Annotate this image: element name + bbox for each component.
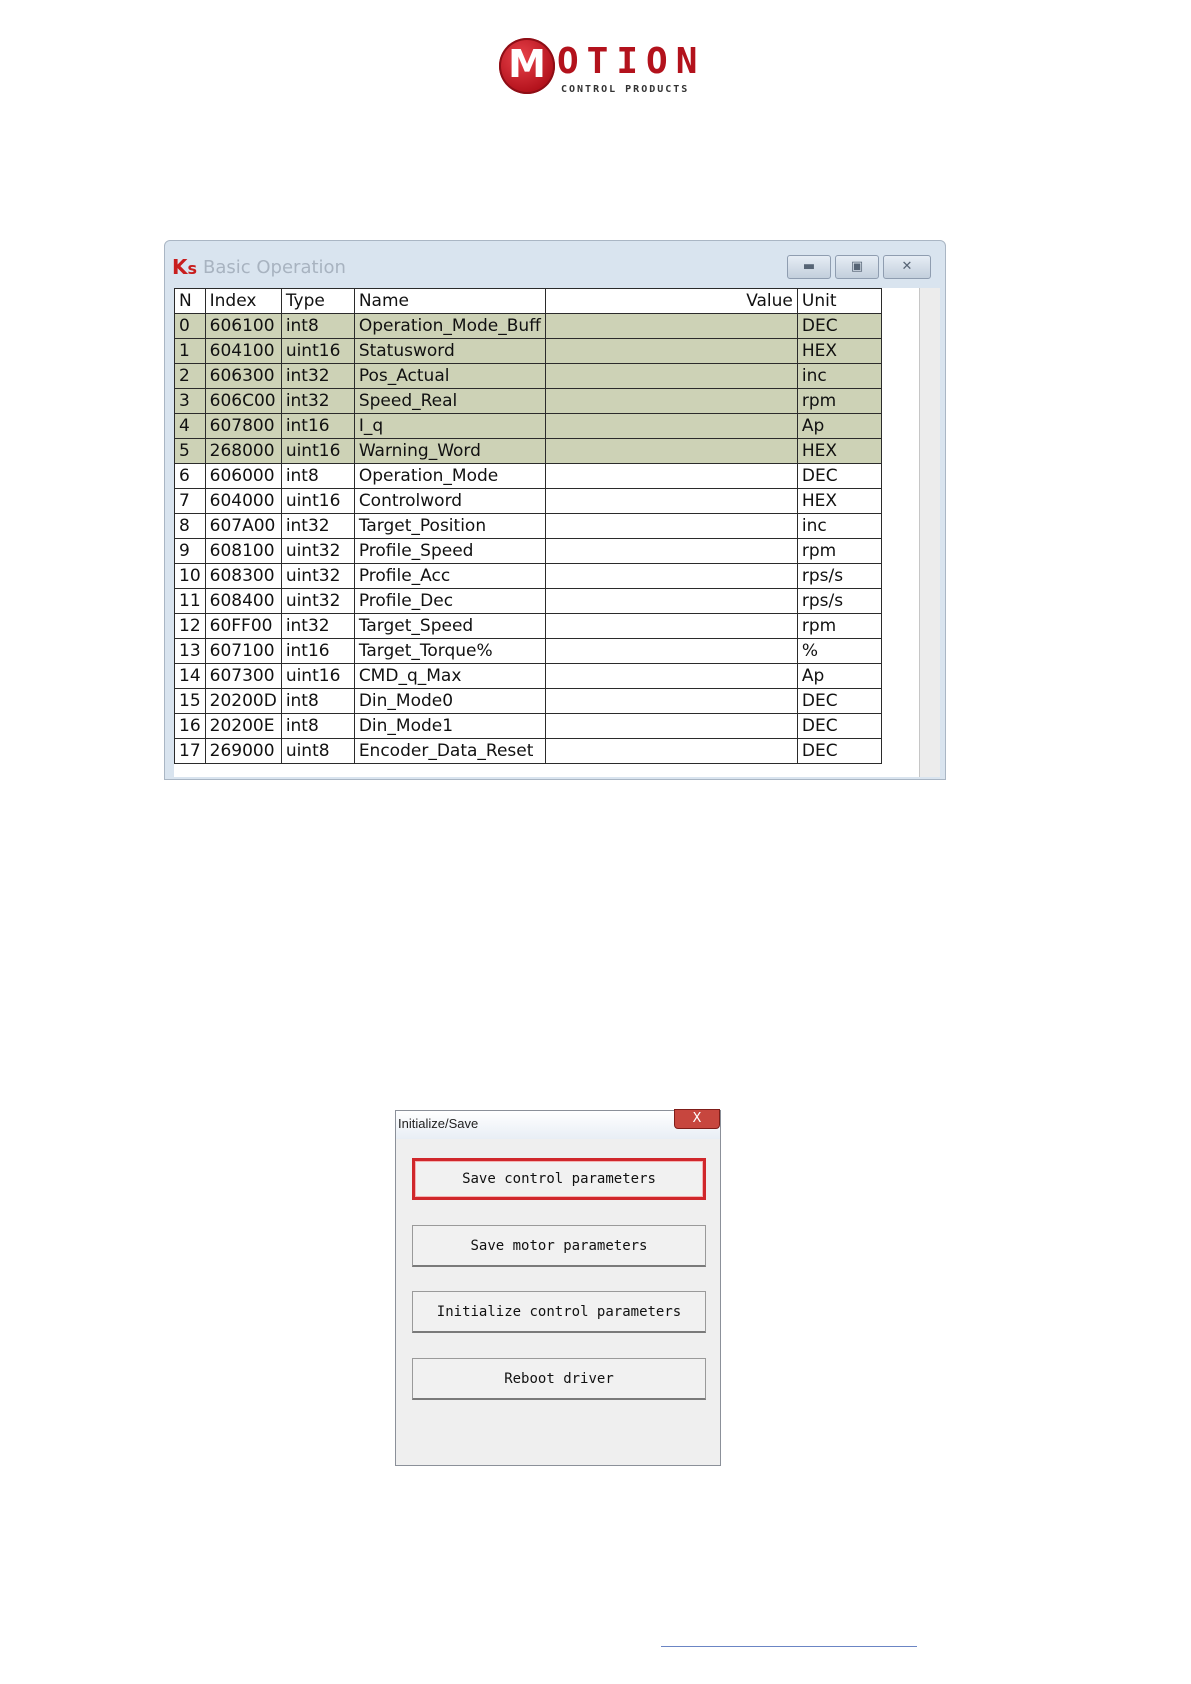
table-row[interactable]: [175, 739, 882, 764]
cell-name: Warning_Word: [354, 439, 545, 464]
table-row[interactable]: [175, 664, 882, 689]
cell-name: Target_Position: [354, 514, 545, 539]
cell-unit: HEX: [797, 339, 881, 364]
cell-name: Target_Torque%: [354, 639, 545, 664]
cell-unit: Ap: [797, 414, 881, 439]
cell-index: 608100: [205, 539, 281, 564]
table-row[interactable]: [175, 489, 882, 514]
cell-index: 268000: [205, 439, 281, 464]
cell-type: uint8: [281, 739, 354, 764]
cell-unit: rpm: [797, 614, 881, 639]
cell-n: 6: [175, 464, 206, 489]
cell-unit: DEC: [797, 739, 881, 764]
initialize-save-dialog: [395, 1110, 721, 1466]
cell-type: int8: [281, 714, 354, 739]
table-row[interactable]: [175, 389, 882, 414]
table-row[interactable]: [175, 689, 882, 714]
cell-index: 607100: [205, 639, 281, 664]
col-header-name[interactable]: Name: [354, 289, 545, 314]
cell-n: 14: [175, 664, 206, 689]
cell-index: 607300: [205, 664, 281, 689]
cell-n: 13: [175, 639, 206, 664]
cell-value[interactable]: [545, 439, 797, 464]
cell-unit: rps/s: [797, 564, 881, 589]
cell-type: int32: [281, 614, 354, 639]
cell-n: 15: [175, 689, 206, 714]
dialog-close-button[interactable]: [674, 1109, 720, 1129]
close-icon: X: [692, 1111, 702, 1126]
cell-index: 60FF00: [205, 614, 281, 639]
cell-value[interactable]: [545, 639, 797, 664]
cell-value[interactable]: [545, 689, 797, 714]
cell-unit: DEC: [797, 464, 881, 489]
cell-value[interactable]: [545, 589, 797, 614]
cell-value[interactable]: [545, 564, 797, 589]
cell-value[interactable]: [545, 364, 797, 389]
col-header-type[interactable]: Type: [281, 289, 354, 314]
cell-unit: rpm: [797, 389, 881, 414]
cell-name: Operation_Mode_Buff: [354, 314, 545, 339]
cell-unit: DEC: [797, 714, 881, 739]
cell-name: Profile_Dec: [354, 589, 545, 614]
dialog-title: Initialize/Save: [398, 1116, 479, 1131]
cell-unit: %: [797, 639, 881, 664]
cell-type: uint16: [281, 489, 354, 514]
cell-value[interactable]: [545, 739, 797, 764]
cell-n: 7: [175, 489, 206, 514]
cell-name: CMD_q_Max: [354, 664, 545, 689]
parameter-table: [174, 288, 882, 764]
table-row[interactable]: [175, 439, 882, 464]
cell-name: Controlword: [354, 489, 545, 514]
cell-n: 16: [175, 714, 206, 739]
cell-type: int8: [281, 314, 354, 339]
cell-name: Din_Mode0: [354, 689, 545, 714]
cell-type: int16: [281, 639, 354, 664]
cell-name: Encoder_Data_Reset: [354, 739, 545, 764]
vertical-scrollbar[interactable]: [919, 288, 940, 777]
cell-index: 606C00: [205, 389, 281, 414]
cell-n: 11: [175, 589, 206, 614]
cell-n: 9: [175, 539, 206, 564]
cell-unit: HEX: [797, 489, 881, 514]
cell-type: uint16: [281, 664, 354, 689]
cell-type: uint32: [281, 539, 354, 564]
basic-operation-window: [164, 240, 946, 780]
cell-value[interactable]: [545, 314, 797, 339]
maximize-icon: ▣: [850, 259, 864, 274]
window-title: Basic Operation: [203, 257, 346, 278]
cell-name: Speed_Real: [354, 389, 545, 414]
cell-type: int8: [281, 464, 354, 489]
table-row[interactable]: [175, 364, 882, 389]
close-button[interactable]: [883, 255, 931, 279]
cell-index: 604100: [205, 339, 281, 364]
table-row[interactable]: [175, 539, 882, 564]
cell-index: 606300: [205, 364, 281, 389]
table-header-row: [175, 289, 882, 314]
cell-name: Target_Speed: [354, 614, 545, 639]
cell-name: Profile_Speed: [354, 539, 545, 564]
table-row[interactable]: [175, 639, 882, 664]
cell-index: 269000: [205, 739, 281, 764]
cell-index: 608400: [205, 589, 281, 614]
cell-n: 3: [175, 389, 206, 414]
table-row[interactable]: [175, 564, 882, 589]
close-icon: ✕: [901, 259, 913, 274]
window-titlebar[interactable]: [165, 241, 945, 285]
cell-value[interactable]: [545, 714, 797, 739]
cell-name: Profile_Acc: [354, 564, 545, 589]
parameter-rows: [175, 314, 882, 764]
cell-unit: DEC: [797, 314, 881, 339]
col-header-value[interactable]: Value: [545, 289, 797, 314]
col-header-unit[interactable]: Unit: [797, 289, 881, 314]
cell-n: 2: [175, 364, 206, 389]
cell-n: 5: [175, 439, 206, 464]
cell-unit: Ap: [797, 664, 881, 689]
cell-n: 4: [175, 414, 206, 439]
minimize-icon: ▬: [802, 259, 816, 274]
cell-n: 12: [175, 614, 206, 639]
motion-logo: [499, 36, 709, 96]
cell-type: int16: [281, 414, 354, 439]
cell-unit: rpm: [797, 539, 881, 564]
minimize-button[interactable]: [787, 255, 831, 279]
reboot-driver-button[interactable]: Reboot driver: [412, 1358, 706, 1400]
cell-value[interactable]: [545, 614, 797, 639]
cell-index: 607A00: [205, 514, 281, 539]
logo-subtitle: CONTROL PRODUCTS: [561, 84, 690, 95]
cell-name: I_q: [354, 414, 545, 439]
cell-name: Din_Mode1: [354, 714, 545, 739]
save-control-parameters-button[interactable]: Save control parameters: [412, 1158, 706, 1200]
cell-index: 606000: [205, 464, 281, 489]
cell-n: 1: [175, 339, 206, 364]
initialize-control-parameters-button[interactable]: Initialize control parameters: [412, 1291, 706, 1333]
cell-type: uint32: [281, 564, 354, 589]
parameter-grid-area: [174, 288, 939, 777]
cell-index: 608300: [205, 564, 281, 589]
cell-unit: DEC: [797, 689, 881, 714]
table-row[interactable]: [175, 464, 882, 489]
cell-index: 606100: [205, 314, 281, 339]
cell-value[interactable]: [545, 464, 797, 489]
cell-value[interactable]: [545, 414, 797, 439]
cell-value[interactable]: [545, 664, 797, 689]
cell-name: Operation_Mode: [354, 464, 545, 489]
save-motor-parameters-button[interactable]: Save motor parameters: [412, 1225, 706, 1267]
cell-type: int32: [281, 514, 354, 539]
cell-type: uint16: [281, 339, 354, 364]
cell-n: 17: [175, 739, 206, 764]
table-row[interactable]: [175, 514, 882, 539]
footer-link-underline: [661, 1646, 917, 1647]
table-row[interactable]: [175, 714, 882, 739]
cell-value[interactable]: [545, 539, 797, 564]
cell-value[interactable]: [545, 339, 797, 364]
cell-index: 20200E: [205, 714, 281, 739]
cell-unit: HEX: [797, 439, 881, 464]
logo-letter: M: [508, 42, 546, 86]
cell-value[interactable]: [545, 489, 797, 514]
table-row[interactable]: [175, 589, 882, 614]
maximize-button[interactable]: [835, 255, 879, 279]
col-header-n[interactable]: N: [175, 289, 206, 314]
logo-word: OTION: [557, 41, 706, 82]
table-row[interactable]: [175, 339, 882, 364]
dialog-titlebar[interactable]: [396, 1111, 720, 1139]
cell-n: 0: [175, 314, 206, 339]
col-header-index[interactable]: Index: [205, 289, 281, 314]
cell-index: 607800: [205, 414, 281, 439]
cell-unit: inc: [797, 514, 881, 539]
cell-type: uint32: [281, 589, 354, 614]
cell-type: int32: [281, 389, 354, 414]
cell-type: uint16: [281, 439, 354, 464]
cell-value[interactable]: [545, 514, 797, 539]
table-row[interactable]: [175, 314, 882, 339]
ks-app-icon: Ks: [172, 255, 198, 279]
table-row[interactable]: [175, 414, 882, 439]
cell-n: 8: [175, 514, 206, 539]
cell-unit: rps/s: [797, 589, 881, 614]
cell-type: int8: [281, 689, 354, 714]
cell-type: int32: [281, 364, 354, 389]
cell-value[interactable]: [545, 389, 797, 414]
cell-name: Statusword: [354, 339, 545, 364]
table-row[interactable]: [175, 614, 882, 639]
cell-index: 20200D: [205, 689, 281, 714]
cell-unit: inc: [797, 364, 881, 389]
cell-index: 604000: [205, 489, 281, 514]
cell-name: Pos_Actual: [354, 364, 545, 389]
cell-n: 10: [175, 564, 206, 589]
